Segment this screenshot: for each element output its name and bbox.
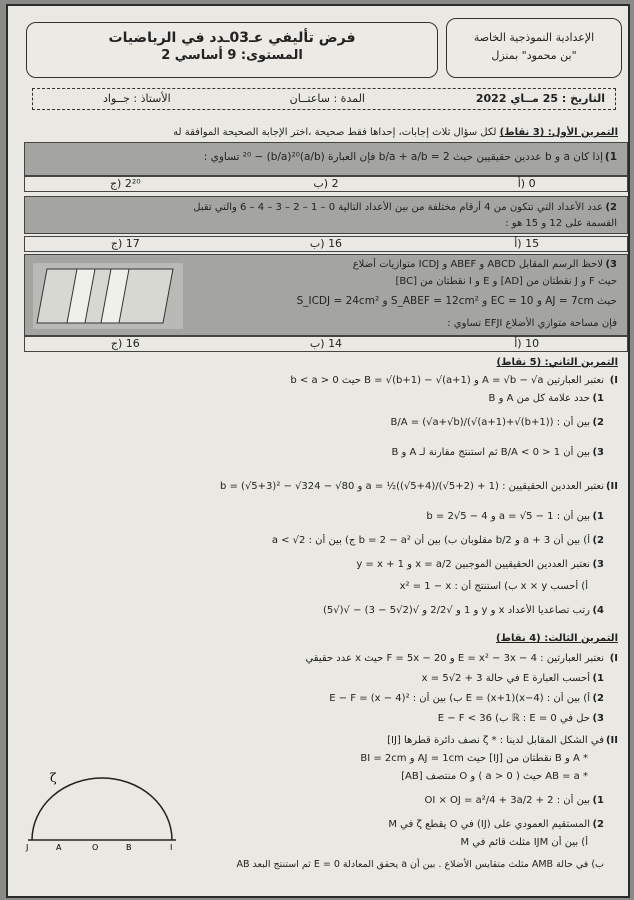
ex1-q1: 1)إذا كان a و b عددين حقيقيين حيث 2 = b/a + a/b فإن العبارة (a/b)²⁰ − (b/a)²⁰ تساوي : (24, 142, 628, 176)
school-box (446, 18, 622, 78)
point-O: O (92, 843, 99, 852)
answer-a: 10 (أ (514, 337, 540, 350)
duration-label: المدة : ساعتــان (289, 92, 365, 105)
test-title: فرض تأليفي عـ03ـدد في الرياضيات (108, 30, 356, 46)
ex3-II2a: أ) بين أن IJM مثلث قائم في M (460, 837, 588, 848)
answer-b: 14 (ب (309, 337, 343, 350)
ex3-I2: أ) بين أن : E = (x+1)(x−4) ب) بين أن : E − F = (x − 4)² (329, 693, 590, 704)
teacher-label: الأستاذ : جــواد (103, 92, 171, 105)
ex2-title: التمرين الثاني: (5 نقاط) (496, 357, 618, 368)
ex2-I1: حدد علامة كل من A و B (488, 393, 590, 404)
parallelograms-figure (33, 263, 183, 329)
ex1-q1-answers (24, 176, 628, 192)
answer-a: 15 (أ (514, 237, 540, 250)
ex3-I1: أحسب العبارة E في حالة x = 5√2 + 3 (421, 673, 590, 684)
ex1-q3-answers (24, 336, 628, 352)
ex2-I-text: نعتبر العبارتين A = √b − √a و B = √(b+1) − √(a+1) حيث 0 < b < a (290, 375, 604, 386)
answer-c: 16 (ج (110, 337, 140, 350)
ex1-q3-line3: حيث AJ = 7cm و EC = 10 و S_ABEF = 12cm² و S_ICDJ = 24cm² (296, 295, 617, 307)
ex1-q3-line1: لاحظ الرسم المقابل ABCD و ABEF و ICDJ متوازيات أضلاع (352, 259, 603, 270)
ex1-q2-answers (24, 236, 628, 252)
ex3-II-a: * A و B نقطتان من [IJ] حيث AJ = 1cm و BI = 2cm (360, 753, 588, 764)
ex1-q3: 3)لاحظ الرسم المقابل ABCD و ABEF و ICDJ متوازيات أضلاع حيث F و J نقطتان من [AD] و E و I نقطتان من [BC] حيث AJ = 7cm و EC = 10 و S_ABEF = 12cm² و S_ICDJ = 24cm² فإن مساحة متوازي الأضلاع EFJI تساوي : (24, 254, 628, 336)
ex2-II3a: أ) أحسب x × y ب) استنتج أن : x² = 1 − x (399, 581, 588, 592)
title-box (26, 22, 438, 78)
semicircle-figure (22, 770, 182, 852)
ex3-II1: بين أن : OI × OJ = a²/4 + 3a/2 + 2 (424, 795, 590, 806)
ex3-II-b: * AB = a حيث ( a > 0 ) و O منتصف [AB] (401, 771, 588, 782)
ex2-II-text: نعتبر العددين الحقيقيين : a = ½((√5+4)/(√5+2) + 1) و b = (√5+3)² − √324 − √80 (219, 481, 604, 492)
ex2-I2: بين أن : B/A = (√a+√b)/(√(a+1)+√(b+1)) (390, 417, 590, 428)
ex2-I3: بين أن 1 < B/A < 0 ثم استنتج مقارنة لـ A و B (391, 447, 590, 458)
ex2-II3: نعتبر العددين الحقيقيين الموجبين x = a/2 و y = x + 1 (356, 559, 590, 570)
ex1-q2: 2)عدد الأعداد التي تتكون من 4 أرقام مختلفة من بين الأعداد التالية 0 – 1 – 2 – 3 – 4 – 6 والتي تقبل القسمة على 12 و 15 هو : (24, 196, 628, 234)
answer-a: 0 (أ (517, 177, 536, 190)
date-label: التاريخ : 25 مــاي 2022 (475, 92, 605, 105)
ex1-q3-line4: فإن مساحة متوازي الأضلاع EFJI تساوي : (447, 318, 617, 329)
answer-c: 17 (ج (110, 237, 140, 250)
exam-paper: الإعدادية النموذجية الخاصة "بن محمود" بمنزل فرض تأليفي عـ03ـدد في الرياضيات المستوى: 9 أساسي 2 التاريخ : 25 مــاي 2022 المدة : ساعتــان الأستاذ : جــواد التمرين الأول: (3 نقاط) لكل سؤال ثلاث إجابات، إحداها فقط صحيحة ،اختر الإجابة الصحيحة الموافقة له 1)إذا كان a و b عددين حقيقيين حيث 2 = b/a + a/b فإن العبارة (a/b)²⁰ − (b/a)²⁰ تساوي : 0 (أ 2 (ب 2²⁰ (ج 2)عدد الأعداد التي تتكون من 4 أرقام مختلفة من بين الأعداد التالية 0 – 1 – 2 – 3 – 4 – 6 والتي تقبل القسمة على 12 و 15 هو : 15 (أ 16 (ب 17 (ج 3)لاحظ الرسم المقابل ABCD و ABEF و ICDJ متوازيات أضلاع حيث F و J نقطتان من [AD] و E و I نقطتان من [BC] حيث AJ = 7cm و EC = 10 و S_ABEF = 12cm² و S_ICDJ = 24cm² فإن مساحة متوازي الأضلاع EFJI تساوي : 10 (أ 14 (ب 16 (ج التمرين الثاني: (5 نقاط) I)نعتبر العبارتين A = √b − √a و B = √(b+1) − √(a+1) حيث 0 < b < a 1)حدد علامة كل من A و B 2)بين أن : B/A = (√a+√b)/(√(a+1)+√(b+1)) 3)بين أن 1 < B/A < 0 ثم استنتج مقارنة لـ A و B II)نعتبر العددين الحقيقيين : a = ½((√5+4)/(√5+2) + 1) و b = (√5+3)² − √324 − √80 1)بين أن : a = √5 − 1 و b = 2√5 − 4 2)أ) بين أن a + 3 و b/2 مقلوبان ب) بين أن b = 2 − a² ج) بين أن : a < √2 3)نعتبر العددين الحقيقيين الموجبين x = a/2 و y = x + 1 أ) أحسب x × y ب) استنتج أن : x² = 1 − x 4)رتب تصاعديا الأعداد x و y و 1 و √2/2 و √(2√5 − 3) − √(√5) التمرين الثالث: (4 نقاط) I)نعتبر العبارتين : E = x² − 3x − 4 و F = 5x − 20 حيث x عدد حقيقي 1)أحسب العبارة E في حالة x = 5√2 + 3 2)أ) بين أن : E = (x+1)(x−4) ب) بين أن : E − F = (x − 4)² 3)حل في ℝ : E = 0 ب) E − F < 36 II)في الشكل المقابل لدينا : * ζ نصف دائرة قطرها [IJ] * A و B نقطتان من [IJ] حيث AJ = 1cm و BI = 2cm * AB = a حيث ( a > 0 ) و O منتصف [AB] 1)بين أن : OI × OJ = a²/4 + 3a/2 + 2 2)المستقيم العمودي على (IJ) في O يقطع ζ في M أ) بين أن IJM مثلث قائم في M ب) في حالة AMB مثلث متقايس الأضلاع . بين أن a يحقق المعادلة E = 0 ثم استنتج البعد AB ζ J A O B I (6, 4, 630, 898)
ex3-II2b: ب) في حالة AMB مثلث متقايس الأضلاع . بين أن a يحقق المعادلة E = 0 ثم استنتج البعد AB (236, 859, 604, 870)
answer-b: 16 (ب (309, 237, 343, 250)
ex1-q1-text: إذا كان a و b عددين حقيقيين حيث 2 = b/a + a/b فإن العبارة (a/b)²⁰ − (b/a)²⁰ تساوي : (203, 151, 603, 163)
answer-c: 2²⁰ (ج (109, 177, 141, 190)
ex3-II-text: في الشكل المقابل لدينا : * ζ نصف دائرة قطرها [IJ] (387, 735, 604, 746)
ex2-II4: رتب تصاعديا الأعداد x و y و 1 و √2/2 و √(2√5 − 3) − √(√5) (323, 605, 590, 616)
point-J: J (26, 843, 29, 852)
ex2-II1: بين أن : a = √5 − 1 و b = 2√5 − 4 (426, 511, 590, 522)
school-name: الإعدادية النموذجية الخاصة (473, 31, 595, 44)
ex1-instruction: لكل سؤال ثلاث إجابات، إحداها فقط صحيحة ،اختر الإجابة الصحيحة الموافقة له (173, 127, 497, 138)
info-strip (32, 88, 616, 110)
zeta-label: ζ (50, 771, 57, 785)
level-label: المستوى: 9 أساسي 2 (161, 48, 303, 63)
ex3-title: التمرين الثالث: (4 نقاط) (496, 633, 618, 644)
ex3-I-text: نعتبر العبارتين : E = x² − 3x − 4 و F = 5x − 20 حيث x عدد حقيقي (305, 653, 604, 664)
answer-b: 2 (ب (313, 177, 339, 190)
ex1-q3-line2: حيث F و J نقطتان من [AD] و E و I نقطتان من [BC] (395, 276, 617, 287)
point-I: I (170, 843, 173, 852)
ex1-q2-line2: القسمة على 12 و 15 هو : (505, 218, 617, 229)
school-sub: "بن محمود" بمنزل (491, 49, 577, 62)
ex1-heading (18, 126, 618, 139)
point-B: B (126, 843, 132, 852)
ex3-I3: حل في ℝ : E = 0 ب) E − F < 36 (437, 713, 590, 724)
ex1-title: التمرين الأول: (3 نقاط) (499, 127, 618, 138)
ex1-q2-line1: عدد الأعداد التي تتكون من 4 أرقام مختلفة من بين الأعداد التالية 0 – 1 – 2 – 3 – 4 – 6 والتي تقبل (193, 202, 603, 213)
point-A: A (56, 843, 62, 852)
ex2-II2: أ) بين أن a + 3 و b/2 مقلوبان ب) بين أن b = 2 − a² ج) بين أن : a < √2 (271, 535, 590, 546)
ex3-II2: المستقيم العمودي على (IJ) في O يقطع ζ في M (388, 819, 590, 830)
